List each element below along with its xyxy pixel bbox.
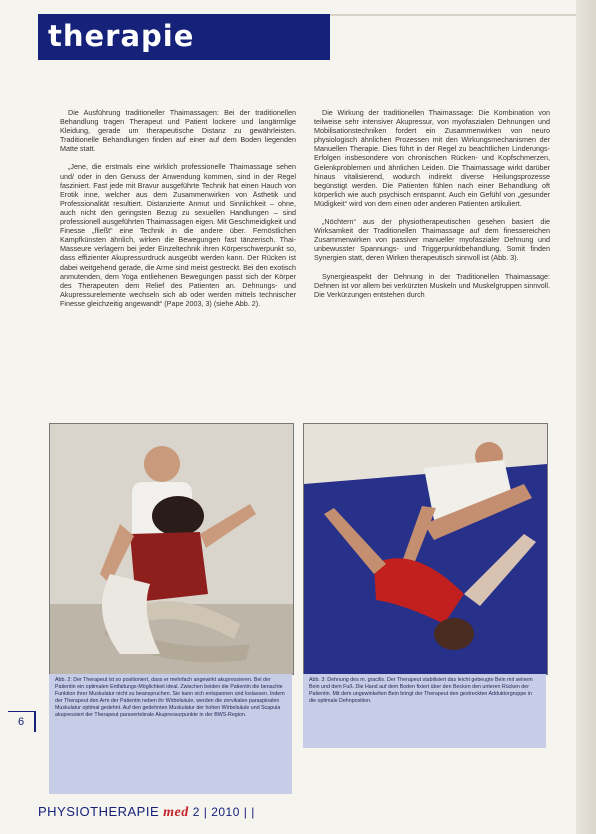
paragraph: „Nöchtern“ aus der physiotherapeutischen gesehen basiert die Wirksamkeit der Traditionellen Thaimassage auf dem finessereichen Zusammenwirken von passiver manueller myofaszialer Dehnung und unbewusster Spannungs- und Triggerpunktbehandlung. Somit finden Synergien statt, deren Wirken therapeutisch sinnvoll ist (Abb. 3). bbox=[314, 217, 550, 263]
journal-name: PHYSIOTHERAPIE bbox=[38, 804, 160, 819]
paragraph: Die Wirkung der traditionellen Thaimassage: Die Kombination von teilweise sehr intensiver Akupressur, von myofaszialen Dehnungen und Mobilisationstechniken fordert ein Zusammenwirken von neuro physiologisch ähnlichen Prozessen mit den Wirkungsmechanismen der Manuellen Therapie. Dies führt in der Regel zu beachtlichen Linderungs-Erfolgen insbesondere von chronischen Rücken- und Kopfschmerzen, Gelenkproblemen und ähnlichen Leiden. Die Thaimassage wirkt darüber hinaus vitalisierend, wodurch indirekt diverse Heilungsprozesse begünstigt werden. Die Patienten fühlen nach einer Behandlung oft körperlich wie auch psychisch entspannt. Auch ein Gefühl von „gesunder Müdigkeit“ wird von dem einen oder anderen Patienten artikuliert. bbox=[314, 108, 550, 208]
page-edge-shadow bbox=[576, 0, 596, 834]
issue-number: 2 | 2010 | | bbox=[192, 805, 255, 819]
paragraph: „Jene, die erstmals eine wirklich professionelle Thaimassage sehen und/ oder in den Genuss der Anwendung kommen, sind in der Regel fasziniert. Fast jede mit Bravur ausgeführte Technik hat einen Hauch von Erotik inne, welcher aus dem Zusammenwirken von Ästhetik und Professionalität resultiert. Distanzierte Anmut und Sinnlichkeit – ohne, auch nicht den geringsten Bezug zu sexuellen Handlungen – sind professionell ausgeführten Thaimassagen eigen. Mit Geschmeidigkeit und Finesse „fließt“ eine Technik in die andere über. Fernöstlichen Kampfkünsten ähnlich, wirken die Bewegungen fast tänzerisch. Thai-Masseure verlagern bei jeder Einzeltechnik ihren Körperschwerpunkt so, dass effizienter Akupressurdruck ausgeübt werden kann. Der Rücken ist dabei weitgehend gerade, die Arme sind meist gestreckt. Bei den exotisch anmutenden, dem Yoga entliehenen Bewegungen passt sich der Körper des Therapeuten dem Relief des Patienten an. Dehnungs- und Akupressurelemente wechseln sich ab oder werden mittels technischer Finesse gleichzeitig angewandt“ (Pape 2003, 3) (siehe Abb. 2). bbox=[60, 162, 296, 308]
text-column-left bbox=[60, 108, 296, 317]
figure-caption-left: Abb. 2: Der Therapeut ist so positioniert, dass er mehrfach angewirkt akupressieren. Bei der Patientin ein optimalen Entfaltungs-Möglichkeit ideal. Zwischen beiden die Patientin die benachte Funktion ihrer Muskulatur nicht zu beanspruchen. Sie kann sich entspannen und loslassen. Indem der Therapeut den Arm der Patientin neben ihr Wirbelsäule, werden die zervikalen paraspinalen Muskulatur optimal gedehnt. Auf den gedehnten Muskulatur der hohen Wirbelsäule und Scapula akupressiert der Therapeut paravertebrale Akupressurpunkte in der BWS-Region. bbox=[49, 674, 292, 794]
paragraph: Die Ausführung traditioneller Thaimassagen: Bei der traditionellen Behandlung tragen Therapeut und Patient lockere und langärmlige Kleidung, gerade um therapeutische Distanz zu gewährleisten. Traditionelle Behandlungen finden auf einer auf dem Boden liegenden Matte statt. bbox=[60, 108, 296, 154]
journal-brand-logo: med bbox=[163, 805, 189, 820]
photo-illustration bbox=[50, 424, 293, 674]
journal-footer bbox=[38, 804, 255, 821]
figure-caption-right: Abb. 3: Dehnung des m. gracilis. Der Therapeut stabilisiert das leicht gebeugte Bein mit seinem Bein und dem Fuß. Die Hand auf dem Boden fixiert über den Becken den unteren Rücken der Patientin. Mit dem ungewinkelten Bein bringt der Therapeut den gestreckten Adduktorgruppe in die optimale Dehnposition. bbox=[303, 674, 546, 748]
paragraph: Synergieaspekt der Dehnung in der Traditionellen Thaimassage: Dehnen ist vor allem bei verkürzten Muskeln und Muskelgruppen sinnvoll. Die Verkürzungen entstehen durch bbox=[314, 271, 550, 299]
header-rule bbox=[330, 14, 576, 62]
text-column-right bbox=[314, 108, 550, 308]
figure-photo-seated-stretch bbox=[49, 423, 294, 675]
photo-illustration bbox=[304, 424, 547, 674]
page-number: 6 bbox=[8, 711, 36, 732]
section-title: therapie bbox=[48, 19, 195, 53]
figure-photo-gracilis-stretch bbox=[303, 423, 548, 675]
